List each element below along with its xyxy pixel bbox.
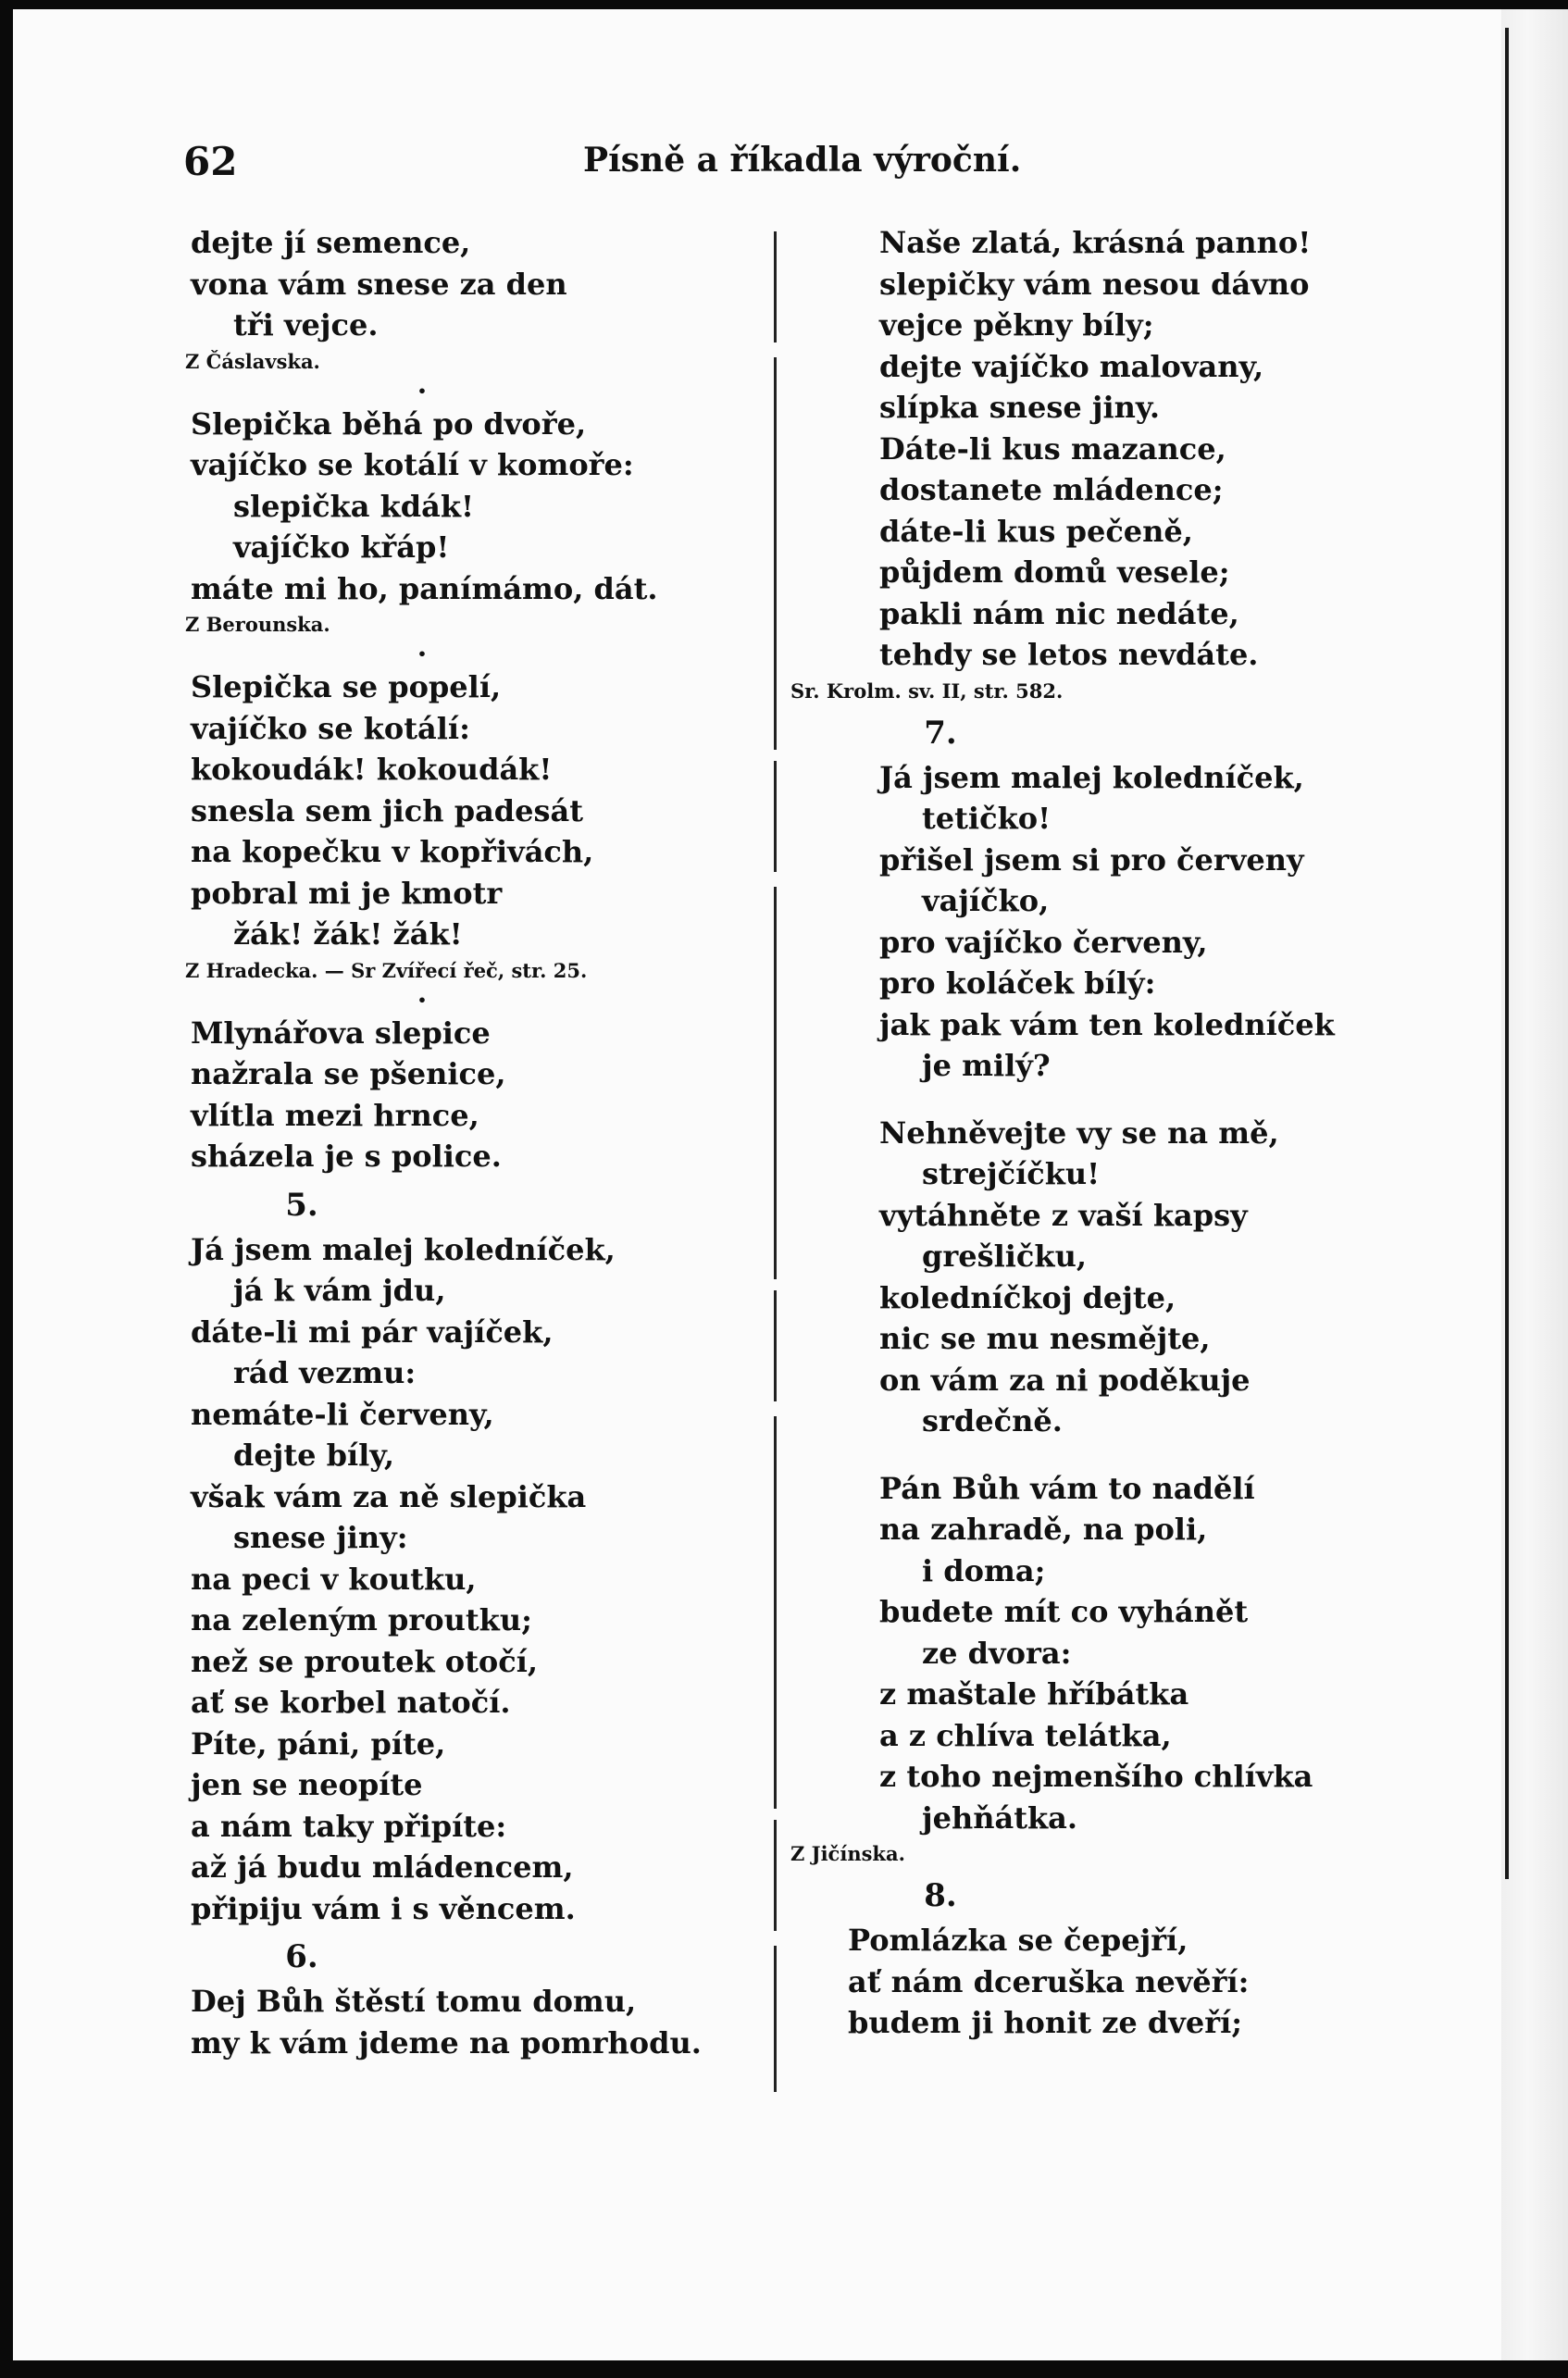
right-column: [783, 222, 1394, 2044]
page-header: [0, 139, 1568, 194]
verse-line: na zahradě, na poli,: [879, 1512, 1208, 1547]
verse-line: kokoudák! kokoudák!: [191, 752, 553, 787]
verse-line: pro vajíčko červeny,: [879, 924, 1208, 960]
verse-line: budete mít co vyhánět: [879, 1594, 1249, 1629]
page-edge: [1501, 9, 1568, 2360]
verse-line: dáte-li mi pár vajíček,: [191, 1314, 554, 1350]
verse-line: Pomlázka se čepejří,: [848, 1923, 1188, 1958]
verse-line: slepičky vám nesou dávno: [879, 266, 1310, 302]
verse-line: jehňátka.: [922, 1799, 1078, 1836]
verse-line: vona vám snese za den: [191, 266, 567, 302]
verse-block: [191, 222, 783, 346]
verse-block: [191, 1229, 783, 1930]
verse-block: [783, 757, 1394, 1087]
verse-line: slípka snese jiny.: [879, 390, 1160, 425]
verse-line: koledníčkoj dejte,: [879, 1279, 1176, 1315]
verse-line: vytáhněte z vaší kapsy: [879, 1197, 1248, 1233]
verse-block: [783, 1468, 1394, 1839]
verse-line: slepička kdák!: [233, 488, 475, 524]
verse-line: na zeleným proutku;: [191, 1602, 532, 1637]
verse-line: vajíčko se kotálí v komoře:: [191, 447, 634, 482]
verse-line: tehdy se letos nevdáte.: [879, 637, 1259, 672]
verse-line: vlítla mezi hrnce,: [191, 1097, 479, 1133]
verse-line: Slepička se popelí,: [191, 669, 502, 704]
source-note: Z Hradecka. — Sr Zvířecí řeč, str. 25.: [185, 958, 588, 982]
verse-line: vajíčko křáp!: [233, 529, 450, 565]
verse-block: [783, 1113, 1394, 1442]
verse-line: než se proutek otočí,: [191, 1643, 538, 1679]
verse-line: snese jiny:: [233, 1520, 408, 1555]
verse-line: připiju vám i s věncem.: [191, 1890, 576, 1926]
page-number: 62: [183, 139, 238, 184]
verse-line: ze dvora:: [922, 1635, 1072, 1671]
source-note: Z Čáslavska.: [185, 349, 320, 373]
verse-line: budem ji honit ze dveří;: [848, 2005, 1243, 2040]
stanza-gap: [783, 1087, 1394, 1113]
verse-line: přišel jsem si pro červeny: [879, 841, 1304, 878]
ornament: •: [417, 645, 428, 663]
verse-line: vajíčko,: [922, 883, 1050, 918]
song-number: 8.: [924, 1877, 957, 1914]
verse-line: dejte jí semence,: [191, 225, 471, 260]
verse-line: a z chlíva telátka,: [879, 1717, 1172, 1753]
verse-line: sházela je s police.: [191, 1139, 502, 1174]
song-number: 7.: [924, 714, 957, 752]
verse-line: nemáte-li červeny,: [191, 1396, 494, 1432]
verse-line: i doma;: [922, 1552, 1046, 1588]
verse-line: Pán Bůh vám to nadělí: [879, 1470, 1255, 1506]
verse-line: jak pak vám ten koledníček: [879, 1006, 1335, 1042]
verse-block: [783, 222, 1394, 676]
verse-line: jen se neopíte: [191, 1767, 423, 1802]
verse-line: půjdem domů vesele;: [879, 554, 1230, 590]
verse-line: Dej Bůh štěstí tomu domu,: [191, 1984, 637, 2019]
verse-line: na peci v koutku,: [191, 1561, 477, 1597]
verse-line: nažrala se pšenice,: [191, 1056, 506, 1091]
song-number: 6.: [285, 1938, 318, 1975]
verse-line: srdečně.: [922, 1403, 1063, 1438]
verse-line: ať se korbel natočí.: [191, 1685, 511, 1720]
ornament: •: [417, 381, 428, 400]
verse-block: [191, 1981, 783, 2063]
verse-line: až já budu mládencem,: [191, 1849, 574, 1885]
source-note: Z Jičínska.: [790, 1842, 905, 1865]
verse-block: [191, 404, 783, 610]
verse-line: tři vejce.: [233, 307, 379, 342]
verse-line: strejčíčku!: [922, 1156, 1101, 1191]
stanza-gap: [783, 1442, 1394, 1468]
verse-line: je milý?: [922, 1048, 1051, 1083]
verse-line: grešličku,: [922, 1239, 1087, 1274]
source-note: Sr. Krolm. sv. II, str. 582.: [790, 679, 1064, 703]
verse-line: Píte, páni, píte,: [191, 1725, 446, 1762]
verse-line: a nám taky připíte:: [191, 1808, 507, 1844]
verse-line: Dáte-li kus mazance,: [879, 430, 1226, 467]
verse-line: Naše zlatá, krásná panno!: [879, 225, 1312, 260]
verse-line: Já jsem malej koledníček,: [879, 759, 1304, 795]
running-title: Písně a říkadla výroční.: [583, 141, 1022, 180]
song-number: 5.: [285, 1186, 318, 1224]
verse-line: dostanete mládence;: [879, 472, 1224, 507]
verse-line: snesla sem jich padesát: [191, 792, 584, 828]
verse-block: [191, 1013, 783, 1177]
verse-line: my k vám jdeme na pomrhodu.: [191, 2024, 702, 2061]
verse-line: pakli nám nic nedáte,: [879, 595, 1239, 631]
verse-line: žák! žák! žák!: [233, 916, 463, 952]
verse-line: na kopečku v kopřivách,: [191, 834, 594, 869]
verse-line: vajíčko se kotálí:: [191, 710, 470, 746]
ornament: •: [417, 990, 428, 1009]
verse-line: dejte vajíčko malovany,: [879, 348, 1264, 384]
verse-block: [783, 1920, 1394, 2044]
verse-line: pro koláček bílý:: [879, 965, 1156, 1001]
verse-line: Já jsem malej koledníček,: [191, 1231, 616, 1267]
verse-line: rád vezmu:: [233, 1355, 417, 1390]
page-edge-line: [1505, 28, 1509, 1879]
verse-line: on vám za ni poděkuje: [879, 1362, 1251, 1398]
source-note: Z Berounska.: [185, 613, 330, 636]
verse-line: z toho nejmenšího chlívka: [879, 1759, 1313, 1794]
verse-line: vejce pěkny bíly;: [879, 307, 1154, 342]
verse-line: tetičko!: [922, 801, 1052, 836]
verse-line: Mlynářova slepice: [191, 1015, 491, 1051]
verse-line: já k vám jdu,: [233, 1273, 446, 1308]
left-column: [185, 222, 783, 2063]
verse-line: dáte-li kus pečeně,: [879, 513, 1193, 549]
verse-line: z maštale hříbátka: [879, 1676, 1189, 1712]
verse-line: ať nám dceruška nevěří:: [848, 1963, 1250, 1999]
verse-line: Slepička běhá po dvoře,: [191, 405, 587, 442]
verse-line: pobral mi je kmotr: [191, 875, 503, 911]
verse-line: však vám za ně slepička: [191, 1478, 587, 1514]
verse-line: nic se mu nesmějte,: [879, 1321, 1211, 1356]
verse-line: máte mi ho, panímámo, dát.: [191, 570, 658, 606]
verse-line: Nehněvejte vy se na mě,: [879, 1114, 1279, 1151]
verse-line: dejte bíly,: [233, 1438, 394, 1473]
